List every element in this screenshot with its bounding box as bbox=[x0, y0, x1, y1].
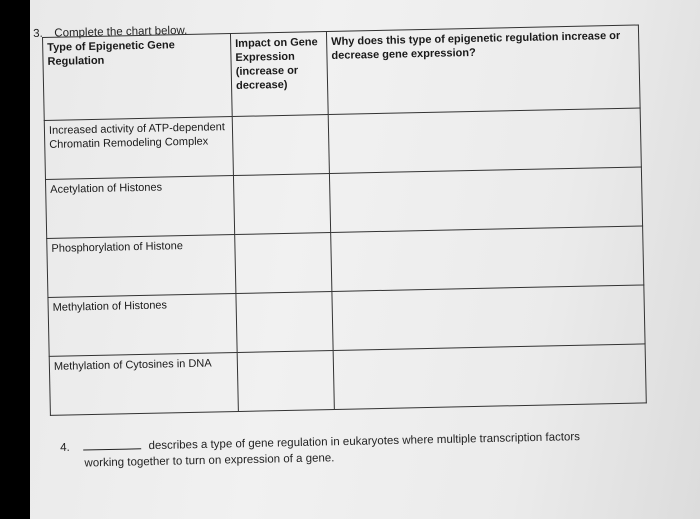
why-answer-cell[interactable] bbox=[333, 344, 646, 410]
header-why: Why does this type of epigenetic regulation increase or decrease gene expression? bbox=[326, 25, 640, 115]
question-4-number: 4. bbox=[60, 441, 70, 454]
impact-answer-cell[interactable] bbox=[235, 232, 332, 293]
question-4-text-line2: working together to turn on expression of a gene. bbox=[84, 452, 335, 470]
impact-answer-cell[interactable] bbox=[232, 115, 329, 176]
chart-table bbox=[42, 24, 647, 415]
why-answer-cell[interactable] bbox=[331, 226, 644, 292]
row-label-histone-methylation: Methylation of Histones bbox=[48, 293, 237, 356]
row-label-acetylation: Acetylation of Histones bbox=[45, 176, 234, 239]
question-4-text-line1: describes a type of gene regulation in eukaryotes where multiple transcription factors bbox=[148, 431, 581, 453]
why-answer-cell[interactable] bbox=[329, 167, 642, 233]
row-label-atp-remodeling: Increased activity of ATP-dependent Chromatin Remodeling Complex bbox=[44, 117, 233, 180]
question-3-number: 3. bbox=[33, 27, 43, 40]
row-label-phosphorylation: Phosphorylation of Histone bbox=[47, 235, 236, 298]
why-answer-cell[interactable] bbox=[332, 285, 645, 351]
header-impact: Impact on Gene Expression (increase or decrease) bbox=[230, 32, 328, 117]
impact-answer-cell[interactable] bbox=[233, 174, 330, 235]
table-row bbox=[49, 344, 646, 415]
header-regulation-type: Type of Epigenetic Gene Regulation bbox=[43, 34, 233, 121]
impact-answer-cell[interactable] bbox=[236, 291, 333, 352]
epigenetics-chart bbox=[42, 25, 646, 415]
why-answer-cell[interactable] bbox=[328, 108, 641, 174]
fill-in-blank[interactable] bbox=[83, 438, 141, 450]
question-3-prompt: Complete the chart below. bbox=[54, 24, 188, 40]
impact-answer-cell[interactable] bbox=[237, 350, 334, 411]
row-label-cytosine-methylation: Methylation of Cytosines in DNA bbox=[49, 352, 238, 415]
table-header-row bbox=[43, 25, 641, 120]
